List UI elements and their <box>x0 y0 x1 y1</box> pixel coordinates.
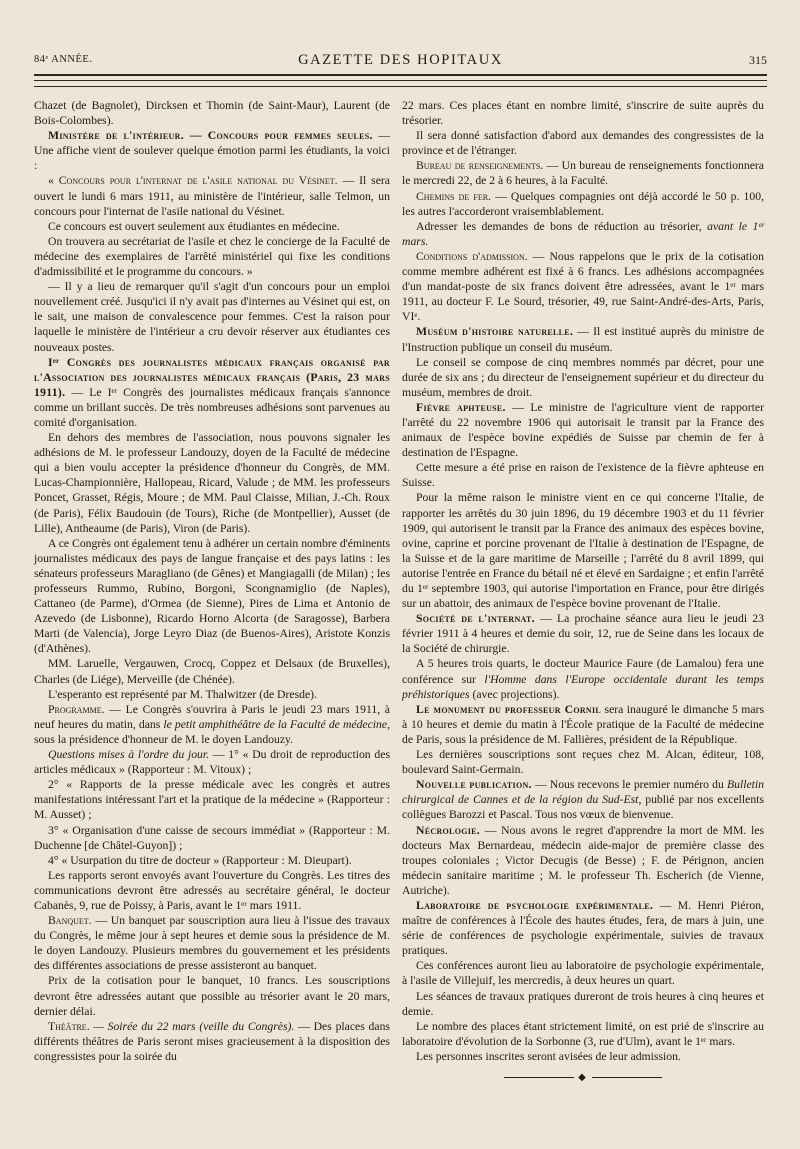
conference-paragraph <box>402 656 764 701</box>
paragraph: Le conseil se compose de cinq membres nommés par décret, pour une durée de six ans ; du directeur de l'enseignement supérieur et du directeur du muséum, membres de droit. <box>402 355 764 399</box>
article-heading: Le monument du professeur Cornil <box>416 702 602 716</box>
article-congres <box>34 355 390 430</box>
text: — Des places dans différents théâtres de Paris seront mises gracieusement à la disposition des congressistes pour la soirée du <box>34 1019 390 1063</box>
subheading: Conditions d'admission. <box>416 249 528 263</box>
right-column <box>402 98 764 1085</box>
article-text: — Le Iᵉʳ Congrès des journalistes médicaux français s'annonce comme un brillant succès. De très nombreuses adhésions sont parvenues au comité d'organisation. <box>34 385 390 429</box>
text: — 1° « Du droit de reproduction des articles médicaux » (Rapporteur : M. Vitoux) ; <box>34 748 390 777</box>
article-text: sera inauguré le dimanche 5 mars à 10 heures et demie du matin à l'École pratique de la Faculté de médecine de Paris, sous la présidence de M. Fallières, président de la République. <box>402 702 764 746</box>
article-heading: Fièvre aphteuse. <box>416 400 506 414</box>
paragraph: A ce Congrès ont également tenu à adhérer un certain nombre d'éminents journalistes médicaux des pays de langue française et des pays latins : les sénateurs professeurs Maragliano (de Gênes) et Mangiagalli (de Milan) ; les professeurs Rummo, Rubino, Borgoni, Scongnamiglio (de Naples), Cattaneo (de Parme), d'Ormea (de Sienne), Pires de Lima et Antonio de Azevedo (de Lisbonne), Ricardo Horno Alcorta (de Saragosse), Barbera Marti (de Valencia), Jorge Leyro Diaz (de Buenos-Aires), Aristote Konzis (d'Athènes). <box>34 536 390 656</box>
italic-text: avant le 1ᵉʳ mars. <box>402 219 764 248</box>
paragraph: Chazet (de Bagnolet), Dircksen et Thomin (de Saint-Maur), Laurent (de Bois-Colombes). <box>34 99 390 128</box>
paragraph: Ce concours est ouvert seulement aux étudiantes en médecine. <box>48 219 340 233</box>
article-museum <box>402 324 764 354</box>
theatre-paragraph <box>34 1019 390 1064</box>
article-fievre <box>402 400 764 460</box>
text: — Nous recevons le premier numéro du <box>531 778 727 792</box>
article-publication <box>402 777 764 822</box>
header-rule-middle <box>34 80 767 81</box>
page-header <box>34 52 767 68</box>
subheading: Chemins de fer. <box>416 189 491 203</box>
article-text: — Le ministre de l'agriculture vient de rapporter l'arrêté du 22 novembre 1906 qui autorisait le transit par la France des animaux de l'espèce bovine expédiés de Suisse par chemin de fer à destination de l'Espagne. <box>402 400 764 460</box>
paragraph: L'esperanto est représenté par M. Thalwitzer (de Dresde). <box>48 687 317 701</box>
reduction-paragraph <box>402 219 764 249</box>
article-text: — La prochaine séance aura lieu le jeudi 23 février 1911 à 4 heures et demie du soir, 12, rue de Seine dans les locaux de la Société de chirurgie. <box>402 612 764 656</box>
article-heading: Nécrologie. <box>416 823 481 837</box>
paragraph: Cette mesure a été prise en raison de l'existence de la fièvre aphteuse en Suisse. <box>402 461 764 490</box>
paragraph: 3° « Organisation d'une caisse de secours immédiat » (Rapporteur : M. Duchenne [de Châtel-Guyon]) ; <box>34 823 390 852</box>
header-rule-top <box>34 74 767 76</box>
paragraph: 22 mars. Ces places étant en nombre limité, s'inscrire de suite auprès du trésorier. <box>402 99 764 128</box>
text: A 5 heures trois quarts, le docteur Maurice Faure (de Lamalou) fera une conférence sur <box>402 657 764 686</box>
italic-text: Bulletin chirurgical de Cannes et de la région du Sud-Est <box>402 778 764 807</box>
subheading: Banquet. <box>48 914 92 928</box>
text: (avec projections). <box>469 687 560 701</box>
article-text: — Nous avons le regret d'apprendre la mort de MM. les docteurs Max Bernardeau, médecin aide-major de première classe des troupes coloniales ; Victor Decugis (de Besse) ; F. de Pérignon, ancien médecin sanitaire maritime ; M. le professeur Th. Escherich (de Vienne, Autriche). <box>402 823 764 897</box>
banquet-paragraph <box>34 913 390 973</box>
paragraph: Les séances de travaux pratiques dureront de trois heures à cinq heures et demie. <box>402 989 764 1018</box>
article-text: — Une affiche vient de soulever quelque émotion parmi les étudiants, la voici : <box>34 129 391 173</box>
paragraph: — Il y a lieu de remarquer qu'il s'agit d'un concours pour un emploi nouvellement créé. Jusqu'ici il n'y avait pas d'internes au Vésinet qui est, on le sait, une maison de convalescence pour femmes. C'est la raison pour laquelle le ministère de l'intérieur a cru devoir réserver aux étudiantes ces nouveaux postes. <box>34 280 390 354</box>
article-text: — Il est institué auprès du ministre de l'Instruction publique un conseil du muséum. <box>402 325 765 354</box>
paragraph: Le nombre des places étant strictement limité, on est prié de s'inscrire au laboratoire d'évolution de la Sorbonne (3, rue d'Ulm), avant le 1ᵉʳ mars. <box>402 1019 764 1048</box>
end-ornament: ◆ <box>402 1070 764 1085</box>
text: , publié par nos excellents collègues Barozzi et Pascal. Tous nos vœux de bienvenue. <box>402 793 764 822</box>
text: Adresser les demandes de bons de réduction au trésorier, <box>416 219 708 233</box>
paragraph: Pour la même raison le ministre vient en ce qui concerne l'Italie, de rapporter les arrêtés du 30 juin 1896, du 19 décembre 1903 et du 11 février 1909, qui autorisent le transit par la France des animaux des espèces bovine, ovine, caprine et porcine provenant de l'Italie à destination de l'Espagne, de la Suisse et de la gare maritime de Marseille ; l'arrêté du 8 avril 1899, qui autorise l'entrée en France du bétail né et élevé en Sardaigne ; et enfin l'arrêté du 1ᵉʳ septembre 1903, qui autorise l'importation en France, pour être dirigés sur un abattoir, des animaux de l'espèce bovine provenant de l'Italie. <box>402 491 764 611</box>
article-ministere <box>34 128 390 173</box>
questions-paragraph <box>34 747 390 777</box>
paragraph: Les dernières souscriptions sont reçues chez M. Alcan, éditeur, 108, boulevard Saint-Germain. <box>402 748 764 777</box>
article-heading: Laboratoire de psychologie expérimentale. <box>416 898 654 912</box>
article-heading: Muséum d'histoire naturelle. <box>416 325 574 339</box>
text: — Un banquet par souscription aura lieu à l'issue des travaux du Congrès, le même jour à sept heures et demie sous la présidence de M. le doyen Landouzy. Plusieurs membres du gouvernement et les présidents des différentes associations de presse assisteront au banquet. <box>34 914 390 973</box>
paragraph: Ces conférences auront lieu au laboratoire de psychologie expérimentale, à l'asile de Villejuif, les mercredis, à deux heures un quart. <box>402 959 764 988</box>
paragraph: 4° « Usurpation du titre de docteur » (Rapporteur : M. Dieupart). <box>48 853 352 867</box>
italic-text: l'Homme dans l'Europe occidentale durant les temps préhistoriques <box>402 672 764 701</box>
article-text: — M. Henri Piéron, maître de conférences à l'École des hautes études, fera, de mars à juin, une série de conférences de psychologie expérimentale, suivies de travaux pratiques. <box>402 898 764 958</box>
quote-paragraph <box>34 173 390 218</box>
subheading: Théâtre. <box>48 1019 90 1033</box>
text: — Nous rappelons que le prix de la cotisation comme membre adhérent est fixé à 6 francs. Les adhésions accompagnées d'un mandat-poste de six francs doivent être adressées, avant le 1ᵉʳ mars 1911, au docteur F. Le Sourd, trésorier, 49, rue Saint-André-des-Arts, Paris, VIᵉ. <box>402 249 764 324</box>
article-heading: Société de l'internat. <box>416 612 535 626</box>
article-heading: Nouvelle publication. <box>416 778 532 792</box>
article-internat <box>402 611 764 656</box>
text: , sous la présidence d'honneur de M. le doyen Landouzy. <box>34 717 390 746</box>
italic-text: le petit amphithéâtre de la Faculté de médecine <box>163 717 388 731</box>
article-laboratoire <box>402 898 764 958</box>
chemins-paragraph <box>402 189 764 219</box>
text: — Le Congrès s'ouvrira à Paris le jeudi 23 mars 1911, à neuf heures du matin, dans <box>34 702 390 731</box>
paragraph: On trouvera au secrétariat de l'asile et chez le concierge de la Faculté de médecine des exemplaires de l'arrêté ministériel qui fixe les conditions d'admissibilité et le programme du concours. » <box>34 234 390 279</box>
header-rule-bottom <box>34 86 767 87</box>
programme-paragraph <box>34 702 390 747</box>
article-heading: Ministère de l'intérieur. — Concours pour femmes seules. <box>48 129 373 143</box>
paragraph: Les personnes inscrites seront avisées de leur admission. <box>416 1049 681 1063</box>
paragraph: Il sera donné satisfaction d'abord aux demandes des congressistes de la province et de l'étranger. <box>402 129 764 158</box>
paragraph: 2° « Rapports de la presse médicale avec les congrès et autres manifestations intéressant l'art et la pratique de la médecine » (Rapporteur : M. Ausset) ; <box>34 778 390 822</box>
quote-heading: « Concours pour l'internat de l'asile national du Vésinet. <box>48 174 338 188</box>
bureau-paragraph <box>402 158 764 188</box>
article-necrologie <box>402 823 764 898</box>
page-number: 315 <box>749 53 767 67</box>
journal-title: GAZETTE DES HOPITAUX <box>298 52 503 68</box>
quote-text: — Il sera ouvert le lundi 6 mars 1911, au ministère de l'intérieur, salle Telmon, un concours pour l'internat de l'asile national du Vésinet. <box>34 174 390 218</box>
left-column <box>34 98 390 1064</box>
paragraph: Les rapports seront envoyés avant l'ouverture du Congrès. Les titres des communications devront être adressés au secrétaire général, le docteur Cabanès, 9, rue de Poissy, à Paris, avant le 1ᵉʳ mars 1911. <box>34 868 390 912</box>
paragraph: Prix de la cotisation pour le banquet, 10 francs. Les souscriptions devront être adressées autant que possible au trésorier avant le 20 mars, dernier délai. <box>34 974 390 1018</box>
text: — Quelques compagnies ont déjà accordé le 50 p. 100, les autres l'accorderont vraisemblablement. <box>402 189 764 218</box>
italic-text: — Soirée du 22 mars (veille du Congrès). <box>89 1019 295 1033</box>
paragraph: En dehors des membres de l'association, nous pouvons signaler les adhésions de M. le professeur Landouzy, doyen de la Faculté de médecine qui a bien voulu accepter la présidence d'honneur du Congrès, de MM. Lucas-Championnière, Hallopeau, Ricard, Valude ; de MM. les professeurs Poncet, Grasset, Régis, Moure ; de MM. Paul Claisse, Milian, J.-Ch. Roux (de Paris), Félix Baudouin (de Tours), Riche (de Montpellier), Ausset (de Lille), Antheaume (de Paris), Viron (de Paris). <box>34 431 390 535</box>
article-heading: Iᵉʳ Congrès des journalistes médicaux français organisé par l'Association des journalistes médicaux français (Paris, 23 mars 1911). <box>34 355 390 399</box>
subheading: Bureau de renseignements. <box>416 159 544 173</box>
article-monument <box>402 702 764 747</box>
text: — Un bureau de renseignements fonctionnera le mercredi 22, de 2 à 6 heures, à la Faculté. <box>402 159 764 188</box>
issue-label: 84ᵉ ANNÉE. <box>34 54 93 65</box>
paragraph: MM. Laruelle, Vergauwen, Crocq, Coppez et Delsaux (de Bruxelles), Charles (de Liége), Merveille (de Chénée). <box>34 657 390 686</box>
italic-text: Questions mises à l'ordre du jour. <box>48 748 210 762</box>
subheading: Programme. <box>48 702 105 716</box>
conditions-paragraph <box>402 249 764 324</box>
